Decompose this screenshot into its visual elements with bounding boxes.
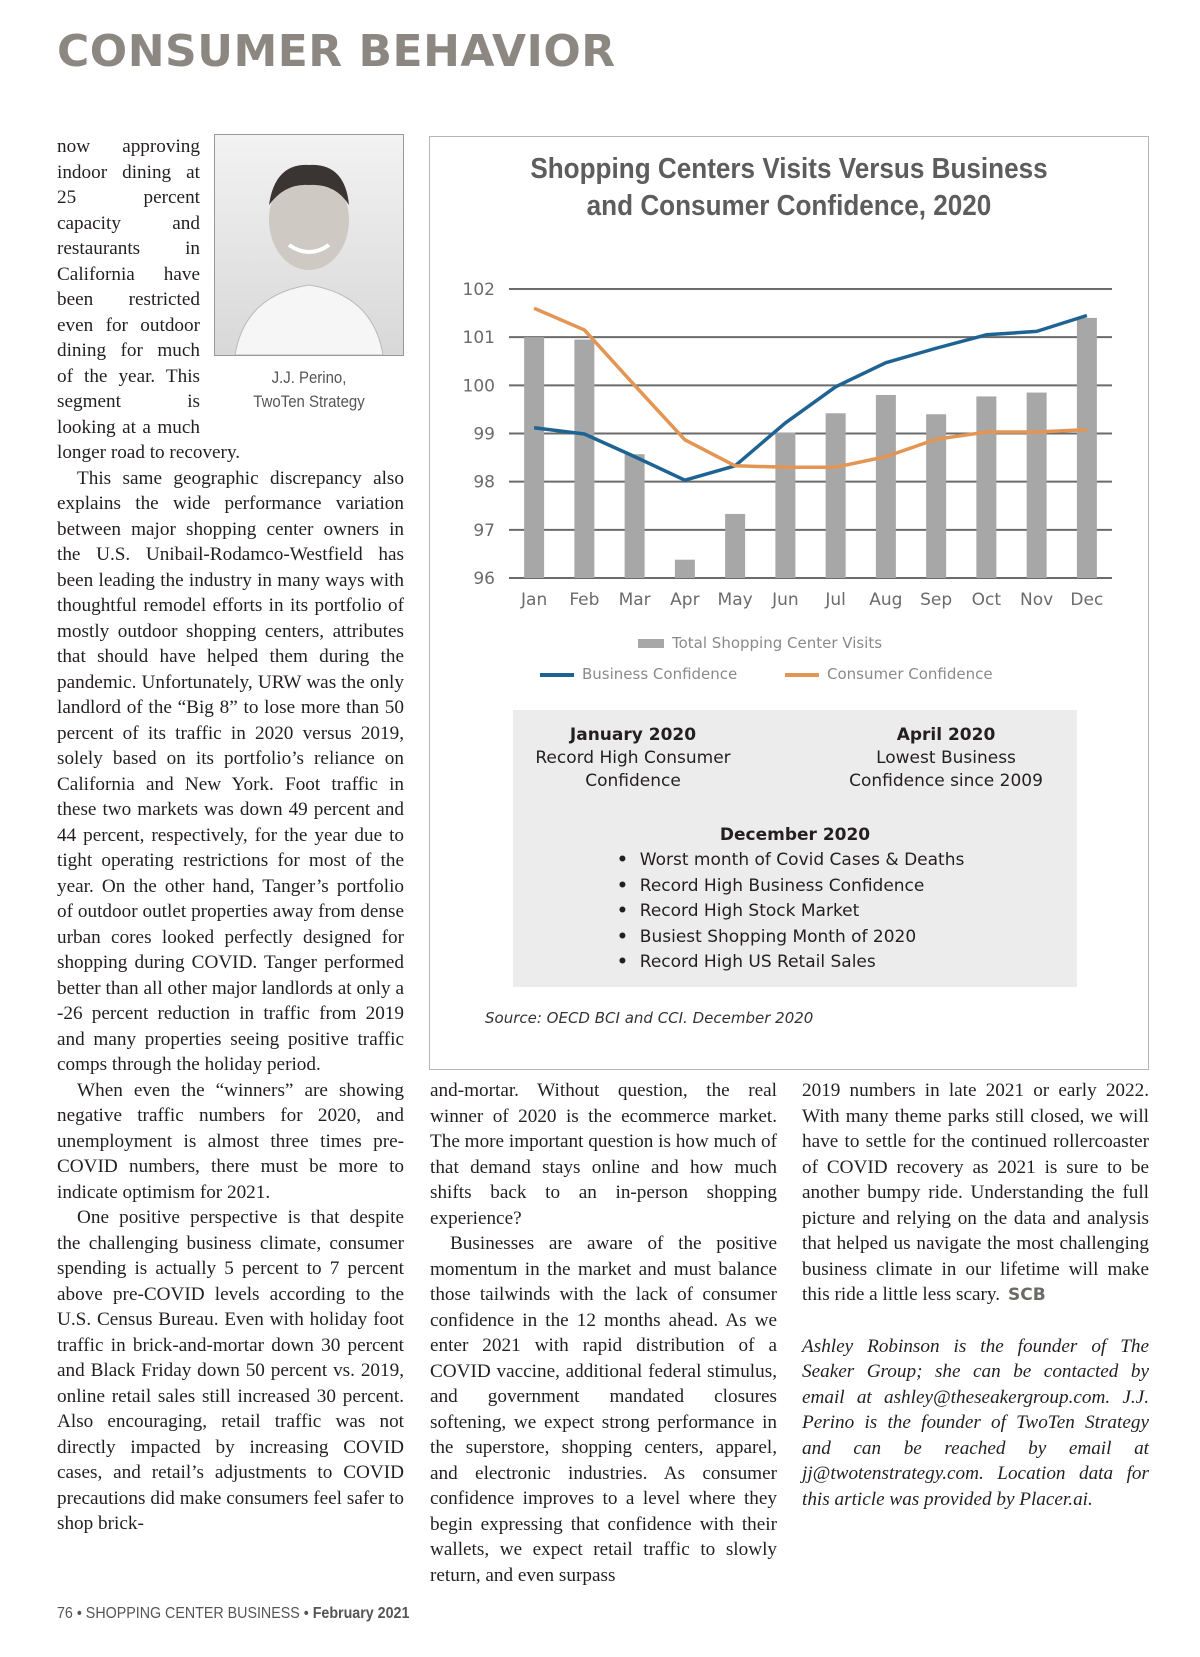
- y-tick-label: 96: [473, 569, 495, 589]
- caption-company: TwoTen Strategy: [253, 392, 365, 411]
- bar-feb: [574, 340, 594, 578]
- bar-nov: [1027, 393, 1047, 578]
- x-tick-label: Jan: [521, 590, 548, 610]
- x-tick-label: Oct: [971, 590, 1002, 610]
- bar-jun: [775, 433, 795, 578]
- legend-swatch-bar: [638, 639, 664, 648]
- bar-apr: [675, 560, 695, 578]
- legend-label: Consumer Confidence: [827, 665, 993, 683]
- issue-date: February 2021: [312, 1605, 410, 1622]
- legend-item-consumer: [785, 665, 993, 683]
- callout-text: Lowest Business: [876, 748, 1016, 768]
- footer-bullet: •: [76, 1605, 82, 1622]
- callout-list-item: • Record High Stock Market: [617, 899, 964, 925]
- bar-oct: [976, 396, 996, 578]
- callout-december-list: [617, 848, 964, 976]
- legend-label: Total Shopping Center Visits: [672, 634, 883, 652]
- y-tick-label: 97: [473, 520, 495, 541]
- end-mark: SCB: [1008, 1285, 1046, 1305]
- chart-figure: [429, 136, 1149, 1070]
- callout-title: December 2020: [719, 825, 871, 845]
- bar-jul: [826, 413, 846, 578]
- chart-source: Source: OECD BCI and CCI. December 2020: [485, 1009, 814, 1027]
- x-tick-label: Sep: [920, 590, 953, 610]
- x-tick-label: Mar: [618, 590, 651, 610]
- legend-item-business: [540, 665, 737, 683]
- callout-april: [831, 724, 1061, 793]
- legend-swatch-line: [540, 673, 574, 677]
- bar-jan: [524, 337, 544, 578]
- photo-caption: [225, 366, 392, 414]
- author-bio: Ashley Robinson is the founder of The Seaker Group; she can be contacted by email at ashley@theseakergroup.com. J.J. Perino is the founder of TwoTen Strategy and can be reached by email at jj@twotenstrategy.com. Location data for this article was provided by Placer.ai.: [802, 1335, 1149, 1510]
- paragraph-text: 2019 numbers in late 2021 or early 2022. With many theme parks still closed, we will have to settle for the continued rollercoaster of COVID recovery as 2021 is sure to be another bumpy ride. Understanding the full picture and relying on the data and analysis that helped us navigate the most challenging business climate in our lifetime will make this ride a little less scary.: [802, 1080, 1149, 1305]
- author-photo-block: [214, 134, 404, 414]
- bar-may: [725, 514, 745, 578]
- x-tick-label: Jul: [825, 590, 846, 610]
- callout-title: January 2020: [569, 725, 697, 745]
- y-tick-label: 102: [462, 280, 495, 300]
- x-tick-label: Dec: [1070, 590, 1104, 610]
- x-tick-label: May: [717, 590, 753, 610]
- x-tick-label: Jun: [772, 590, 799, 610]
- bar-aug: [876, 395, 896, 578]
- callout-text: Confidence since 2009: [849, 771, 1043, 791]
- callout-january: [523, 724, 743, 793]
- line-business-confidence: [534, 315, 1087, 480]
- chart-title-line: Shopping Centers Visits Versus Business: [530, 153, 1048, 185]
- page-footer: [57, 1605, 409, 1623]
- y-tick-label: 99: [473, 424, 495, 445]
- author-photo: [214, 134, 404, 356]
- x-tick-label: Nov: [1020, 590, 1054, 610]
- page-number: 76: [57, 1605, 73, 1622]
- y-tick-label: 101: [462, 328, 495, 349]
- paragraph: One positive perspective is that despite the challenging business climate, consumer spending is actually 5 percent to 7 percent above pre-COVID levels according to the U.S. Census Bureau. Even with holiday foot traffic in brick-and-mortar down 30 percent and Black Friday down 50 percent vs. 2019, online retail sales still increased 30 percent. Also encouraging, retail traffic was not directly impacted by increasing COVID cases, and retail’s adjustments to COVID precautions did make consumers feel safer to shop brick-: [57, 1207, 404, 1534]
- legend-label: Business Confidence: [582, 665, 738, 683]
- footer-bullet: •: [303, 1605, 309, 1622]
- callout-list-item: • Record High Business Confidence: [617, 874, 964, 900]
- y-tick-label: 100: [462, 376, 495, 397]
- chart-callout-box: [513, 710, 1077, 987]
- callout-text: Record High Consumer: [535, 748, 731, 768]
- paragraph: Businesses are aware of the positive momentum in the market and must balance those tailwinds with the lack of consumer confidence in the 12 months ahead. As we enter 2021 with rapid distribution of a COVID vaccine, additional federal stimulus, and government mandated closures softening, we expect strong performance in the superstore, shopping centers, apparel, and electronic industries. As consumer confidence improves to a level where they begin expressing that confidence with their wallets, we expect retail traffic to slowly return, and even surpass: [430, 1233, 777, 1586]
- callout-list-item: • Record High US Retail Sales: [617, 950, 964, 976]
- y-tick-label: 98: [473, 472, 495, 493]
- bar-mar: [625, 454, 645, 578]
- callout-text: Confidence: [585, 771, 681, 791]
- paragraph: [802, 1078, 1149, 1309]
- paragraph: When even the “winners” are showing negative traffic numbers for 2020, and unemployment is almost three times pre-COVID numbers, there must be more to indicate optimism for 2021.: [57, 1079, 404, 1203]
- person-portrait-icon: [215, 135, 403, 355]
- chart-plot: [430, 137, 1150, 637]
- paragraph: and-mortar. Without question, the real winner of 2020 is the ecommerce market. The more important question is how much of that demand stays online and how much shifts back to an in-person shopping experience?: [430, 1080, 777, 1229]
- callout-december: [513, 824, 1077, 847]
- paragraph: This same geographic discrepancy also explains the wide performance variation between major shopping center owners in the U.S. Unibail-Rodamco-Westfield has been leading the industry in many ways with thoughtful remodel efforts in its portfolio of mostly outdoor shopping centers, attributes that should have helped them during the pandemic. Unfortunately, URW was the only landlord of the “Big 8” to lose more than 50 percent of its traffic in 2020 versus 2019, solely based on its portfolio’s reliance on California and New York. Foot traffic in these two markets was down 49 percent and 44 percent, respectively, for the year due to tight operating restrictions for most of the year. On the other hand, Tanger’s portfolio of outdoor outlet properties away from dense urban cores looked perfectly designed for shopping during COVID. Tanger performed better than all other major landlords at only a -26 percent reduction in traffic from 2019 and many properties seeing positive traffic comps through the holiday period.: [57, 467, 404, 1075]
- section-title: CONSUMER BEHAVIOR: [57, 26, 616, 77]
- middle-column: [430, 1078, 777, 1588]
- callout-list-item: • Worst month of Covid Cases & Deaths: [617, 848, 964, 874]
- bar-dec: [1077, 318, 1097, 578]
- legend-swatch-line: [785, 673, 819, 677]
- right-column: [802, 1078, 1149, 1512]
- callout-title: April 2020: [896, 725, 996, 745]
- paragraph: now approving indoor dining at 25 percent capacity and restaurants in California have been restricted even for outdoor dining for much of the year. This segment is looking at a much longer road to recovery.: [57, 136, 241, 463]
- x-tick-label: Apr: [670, 590, 700, 610]
- left-column: [57, 134, 404, 1537]
- callout-list-item: • Busiest Shopping Month of 2020: [617, 925, 964, 951]
- chart-title-line: and Consumer Confidence, 2020: [586, 190, 992, 222]
- legend-item-visits: [638, 634, 882, 652]
- x-tick-label: Aug: [869, 590, 903, 610]
- caption-name: J.J. Perino,: [271, 368, 347, 387]
- publication-name: SHOPPING CENTER BUSINESS: [85, 1605, 300, 1622]
- x-tick-label: Feb: [569, 590, 600, 610]
